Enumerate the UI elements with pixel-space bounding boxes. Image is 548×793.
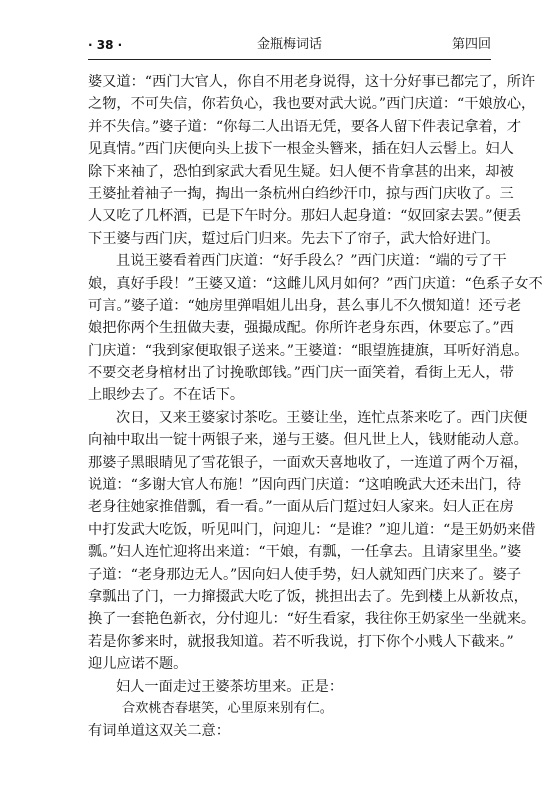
text-line: 不要交老身棺材出了讨挽歌郎钱。”西门庆一面笑着，看街上无人，带 bbox=[88, 365, 514, 382]
text-line: 之物，不可失信，你若负心，我也要对武大说。”西门庆道：“干娘放心， bbox=[88, 96, 536, 113]
page-number: · 38 · bbox=[88, 38, 123, 52]
text-line: 向袖中取出一锭十两银子来，递与王婆。但凡世上人，钱财能动人意。 bbox=[88, 432, 528, 449]
text-line: 除下来袖了，恐怕到家武大看见生疑。妇人便不肯拿甚的出来，却被 bbox=[88, 163, 514, 180]
body-text bbox=[88, 71, 543, 743]
text-line: 娘，真好手段！”王婆又道：“这雌儿风月如何？”西门庆道：“色系子女不 bbox=[88, 275, 543, 292]
text-line: 那婆子黑眼睛见了雪花银子，一面欢天喜地收了，一连道了两个万福， bbox=[88, 454, 528, 471]
text-line: 王婆扯着袖子一掏，掏出一条杭州白绉纱汗巾，掠与西门庆收了。三 bbox=[88, 185, 514, 202]
header-rule bbox=[88, 59, 491, 60]
text-line: 次日，又来王婆家讨茶吃。王婆让坐，连忙点茶来吃了。西门庆便 bbox=[116, 409, 528, 426]
text-line: 迎儿应诺不题。 bbox=[88, 656, 188, 673]
text-line: 老身往她家推借瓢，看一看。”一面从后门踅过妇人家来。妇人正在房 bbox=[88, 499, 514, 516]
text-line: 拿瓢出了门，一力撺掇武大吃了饭，挑担出去了。先到楼上从新妆点， bbox=[88, 588, 528, 605]
poem-line: 合欢桃杏春堪笑，心里原来别有仁。 bbox=[122, 700, 333, 716]
text-line: 换了一套艳色新衣，分付迎儿：“好生看家，我往你王奶家坐一坐就来。 bbox=[88, 611, 536, 628]
text-line: 且说王婆看着西门庆道：“好手段么？”西门庆道：“端的亏了干 bbox=[116, 253, 507, 270]
text-line: 有词单道这双关二意： bbox=[88, 723, 230, 740]
text-line: 娘把你两个生扭做夫妻，强撮成配。你所许老身东西，休要忘了。”西 bbox=[88, 320, 514, 337]
running-header bbox=[88, 34, 491, 56]
text-line: 瓢。”妇人连忙迎将出来道：“干娘，有瓢，一任拿去。且请家里坐。”婆 bbox=[88, 544, 522, 561]
text-line: 下王婆与西门庆，踅过后门归来。先去下了帘子，武大恰好进门。 bbox=[88, 230, 500, 247]
text-line: 说道：“多谢大官人布施！”因向西门庆道：“这咱晚武大还未出门，待 bbox=[88, 477, 522, 494]
text-line: 婆又道：“西门大官人，你自不用老身说得，这十分好事已都完了，所许 bbox=[88, 74, 536, 90]
book-title: 金瓶梅词话 bbox=[256, 37, 322, 52]
text-line: 门庆道：“我到家便取银子送来。”王婆道：“眼望旌捷旗，耳听好消息。 bbox=[88, 342, 529, 359]
text-line: 若是你爹来时，就报我知道。若不听我说，打下你个小贱人下截来。” bbox=[88, 633, 514, 650]
text-line: 人又吃了几杯酒，已是下午时分。那妇人起身道：“奴回家去罢。”便丢 bbox=[88, 208, 522, 225]
text-line: 上眼纱去了。不在话下。 bbox=[88, 387, 245, 404]
text-line: 妇人一面走过王婆茶坊里来。正是： bbox=[116, 678, 344, 695]
text-line: 可言。”婆子道：“她房里弹唱姐儿出身，甚么事儿不久惯知道！还亏老 bbox=[88, 297, 522, 314]
text-line: 并不失信。”婆子道：“你每二人出语无凭，要各人留下件表记拿着，才 bbox=[88, 118, 522, 135]
text-line: 子道：“老身那边无人。”因向妇人使手势，妇人就知西门庆来了。婆子 bbox=[88, 566, 522, 583]
text-line: 中打发武大吃饭，听见叫门，问迎儿：“是谁？”迎儿道：“是王奶奶来借 bbox=[88, 521, 536, 538]
chapter-label: 第四回 bbox=[451, 37, 491, 52]
text-line: 见真情。”西门庆便向头上拔下一根金头簪来，插在妇人云髻上。妇人 bbox=[88, 141, 514, 158]
